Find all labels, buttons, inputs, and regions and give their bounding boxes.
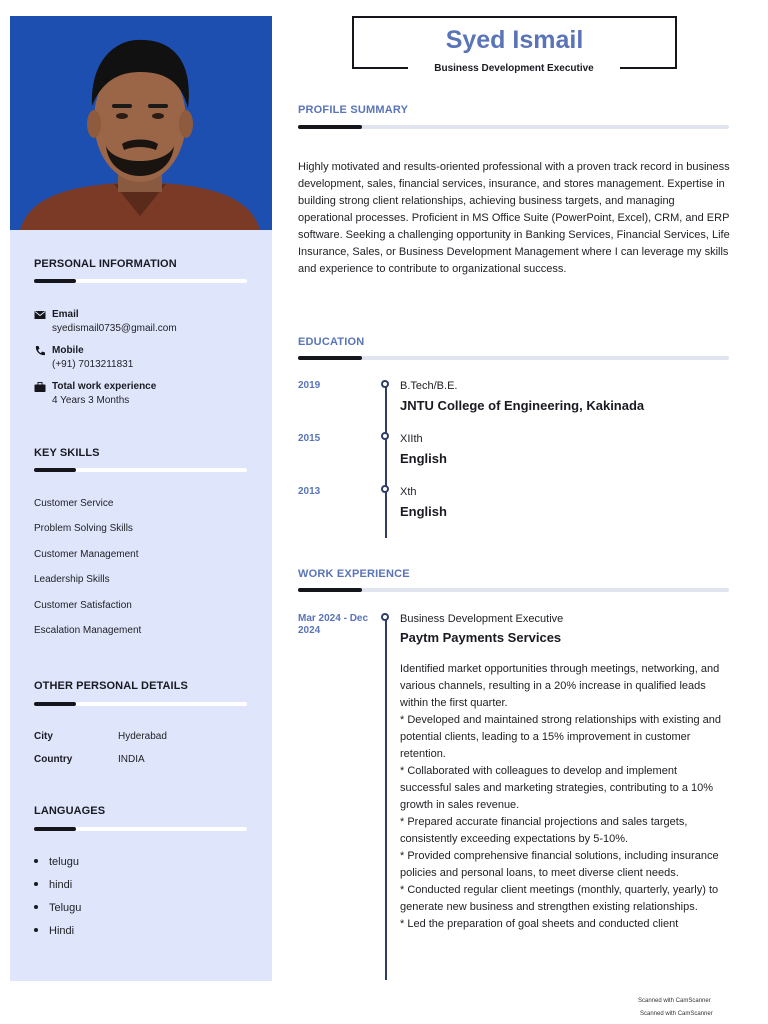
work-timeline-line <box>385 616 387 980</box>
personal-information-heading: PERSONAL INFORMATION <box>34 258 177 270</box>
mobile-label: Mobile <box>52 345 84 356</box>
work-company: Paytm Payments Services <box>400 630 562 645</box>
education-institution: English <box>400 504 447 519</box>
language-item: hindi <box>34 879 72 891</box>
work-bullet: * Provided comprehensive financial solutions, including insurance policies and personal loans, to meet diverse client needs. <box>400 850 719 879</box>
other-details-heading: OTHER PERSONAL DETAILS <box>34 680 188 692</box>
scanner-watermark: Scanned with CamScanner <box>640 1011 713 1017</box>
education-timeline-line <box>385 384 387 538</box>
email-label: Email <box>52 309 79 320</box>
skill-item: Leadership Skills <box>34 574 110 585</box>
key-skills-heading: KEY SKILLS <box>34 447 100 459</box>
email-value[interactable]: syedismail0735@gmail.com <box>52 323 177 334</box>
skill-item: Customer Satisfaction <box>34 600 132 611</box>
education-year: 2013 <box>298 486 321 497</box>
timeline-dot <box>381 432 389 440</box>
envelope-icon <box>34 309 46 321</box>
scanner-watermark: Scanned with CamScanner <box>638 998 711 1004</box>
timeline-dot <box>381 613 389 621</box>
profile-photo <box>10 16 272 230</box>
profile-summary-text: Highly motivated and results-oriented professional with a proven track record in business development, sales, financial services, insurance, and stores management. Expertise in building strong client relationships, achieving business targets, and managing operational processes. Proficient in MS Office Suite (PowerPoint, Excel), CRM, and ERP software. Seeking a challenging opportunity in Banking Services, Financial Services, Life Insurance, Sales, or Business Development Management where I can leverage my skills and experience to contribute to organizational success. <box>298 161 730 275</box>
key-skills-divider <box>34 468 247 472</box>
education-degree: XIIth <box>400 433 423 445</box>
city-label: City <box>34 731 53 742</box>
work-bullet: * Conducted regular client meetings (monthly, quarterly, yearly) to generate new business and strengthen existing relationships. <box>400 884 719 913</box>
sidebar <box>10 16 272 981</box>
personal-information-divider <box>34 279 247 283</box>
profile-summary-heading: PROFILE SUMMARY <box>298 104 409 116</box>
work-bullet: * Led the preparation of goal sheets and conducted client <box>400 918 679 930</box>
skill-item: Escalation Management <box>34 625 142 636</box>
job-title: Business Development Executive <box>408 62 620 76</box>
education-heading: EDUCATION <box>298 336 365 348</box>
city-value: Hyderabad <box>118 731 167 742</box>
work-experience-heading: WORK EXPERIENCE <box>298 568 410 580</box>
other-details-divider <box>34 702 247 706</box>
skill-item: Customer Management <box>34 549 139 560</box>
language-item: Telugu <box>34 902 81 914</box>
skill-item: Problem Solving Skills <box>34 523 133 534</box>
languages-heading: LANGUAGES <box>34 805 106 817</box>
work-bullet: * Prepared accurate financial projections and sales targets, consistently exceeding expectations by 5-10%. <box>400 816 688 845</box>
education-year: 2019 <box>298 380 321 391</box>
timeline-dot <box>381 485 389 493</box>
work-role: Business Development Executive <box>400 613 564 625</box>
country-value: INDIA <box>118 754 145 765</box>
mobile-value[interactable]: (+91) 7013211831 <box>52 359 134 370</box>
languages-divider <box>34 827 247 831</box>
candidate-name: Syed Ismail <box>445 26 584 54</box>
education-degree: B.Tech/B.E. <box>400 380 458 392</box>
timeline-dot <box>381 380 389 388</box>
language-item: telugu <box>34 856 79 868</box>
education-divider <box>298 356 729 360</box>
work-bullet: * Collaborated with colleagues to develop and implement successful sales and marketing strategies, contributing to a 10% growth in sales revenue. <box>400 765 714 811</box>
work-experience-divider <box>298 588 729 592</box>
skill-item: Customer Service <box>34 498 114 509</box>
work-date: Mar 2024 - Dec 2024 <box>298 613 369 636</box>
education-year: 2015 <box>298 433 321 444</box>
experience-value: 4 Years 3 Months <box>52 395 130 406</box>
work-bullet: * Developed and maintained strong relationships with existing and potential clients, leading to a 15% improvement in customer retention. <box>400 714 722 760</box>
education-degree: Xth <box>400 486 417 498</box>
language-item: Hindi <box>34 925 74 937</box>
briefcase-icon <box>34 381 46 393</box>
experience-label: Total work experience <box>52 381 157 392</box>
work-description <box>400 661 730 933</box>
education-institution: English <box>400 451 447 466</box>
phone-icon <box>34 345 46 357</box>
work-bullet: Identified market opportunities through meetings, networking, and various channels, resulting in a 20% increase in qualified leads within the first quarter. <box>400 663 720 709</box>
education-institution: JNTU College of Engineering, Kakinada <box>400 398 645 413</box>
country-label: Country <box>34 754 73 765</box>
profile-summary-divider <box>298 125 729 129</box>
